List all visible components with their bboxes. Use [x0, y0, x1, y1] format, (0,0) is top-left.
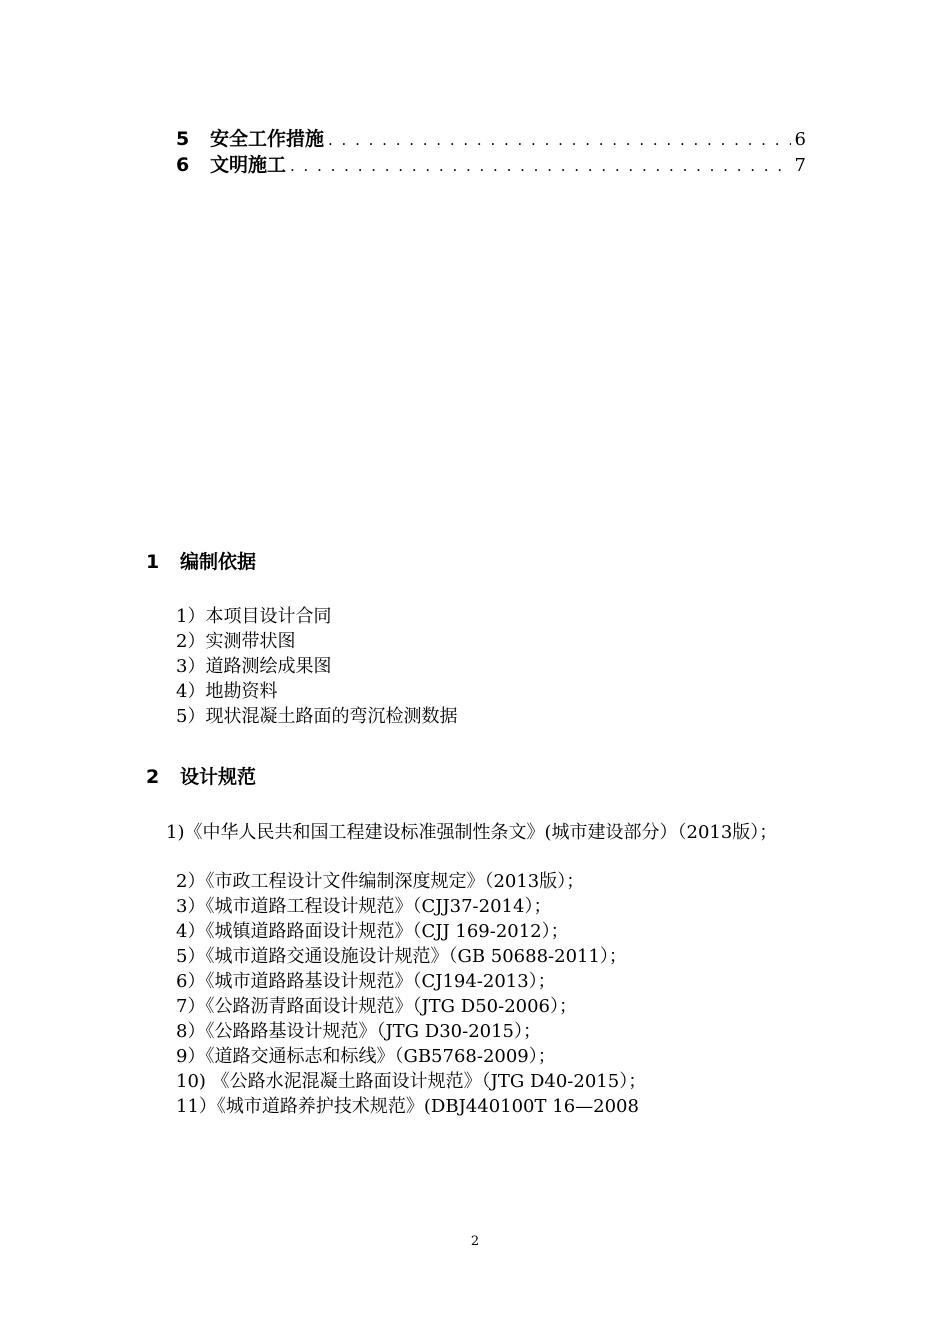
list-item: 10) 《公路水泥混凝土路面设计规范》（JTG D40-2015）；: [176, 1071, 647, 1092]
toc-entry-number: 5: [176, 128, 190, 150]
page-number: 2: [470, 1234, 480, 1249]
section-heading: [146, 547, 256, 577]
list-item: 7）《公路沥青路面设计规范》（JTG D50-2006）；: [176, 996, 577, 1017]
section-title: 设计规范: [180, 766, 257, 788]
list-item: 5）现状混凝土路面的弯沉检测数据: [176, 706, 458, 727]
section-title: 编制依据: [180, 551, 257, 573]
toc-entry-title: 文明施工: [210, 154, 287, 176]
toc-leader-dots: [290, 157, 791, 175]
list-item: 11）《城市道路养护技术规范》(DBJ440100T 16—2008: [176, 1096, 639, 1117]
toc-entry-page: 7: [794, 155, 806, 176]
list-item: 1）本项目设计合同: [176, 606, 332, 627]
toc-leader-dots: [328, 131, 791, 149]
toc-entry[interactable]: [176, 124, 806, 150]
toc-entry[interactable]: [176, 150, 806, 176]
list-item: 1)《中华人民共和国工程建设标准强制性条文》(城市建设部分）（2013版）；: [166, 822, 778, 843]
toc-entry-title: 安全工作措施: [210, 128, 325, 150]
list-item: 5）《城市道路交通设施设计规范》（GB 50688-2011）；: [176, 946, 627, 967]
list-item: 3）《城市道路工程设计规范》（CJJ37-2014）；: [176, 896, 552, 917]
list-item: 2）实测带状图: [176, 631, 296, 652]
list-item: 9）《道路交通标志和标线》（GB5768-2009）；: [176, 1046, 556, 1067]
list-item: 3）道路测绘成果图: [176, 656, 332, 677]
list-item: 6）《城市道路路基设计规范》（CJ194-2013）；: [176, 971, 556, 992]
section-number: 2: [146, 766, 160, 788]
list-item: 2）《市政工程设计文件编制深度规定》（2013版）；: [176, 871, 585, 892]
section-heading: [146, 762, 256, 792]
toc-entry-number: 6: [176, 154, 190, 176]
list-item: 4）地勘资料: [176, 681, 278, 702]
toc-entry-page: 6: [794, 129, 806, 150]
section-number: 1: [146, 551, 160, 573]
list-item: 4）《城镇道路路面设计规范》（CJJ 169-2012）；: [176, 921, 569, 942]
list-item: 8）《公路路基设计规范》（JTG D30-2015）；: [176, 1021, 541, 1042]
